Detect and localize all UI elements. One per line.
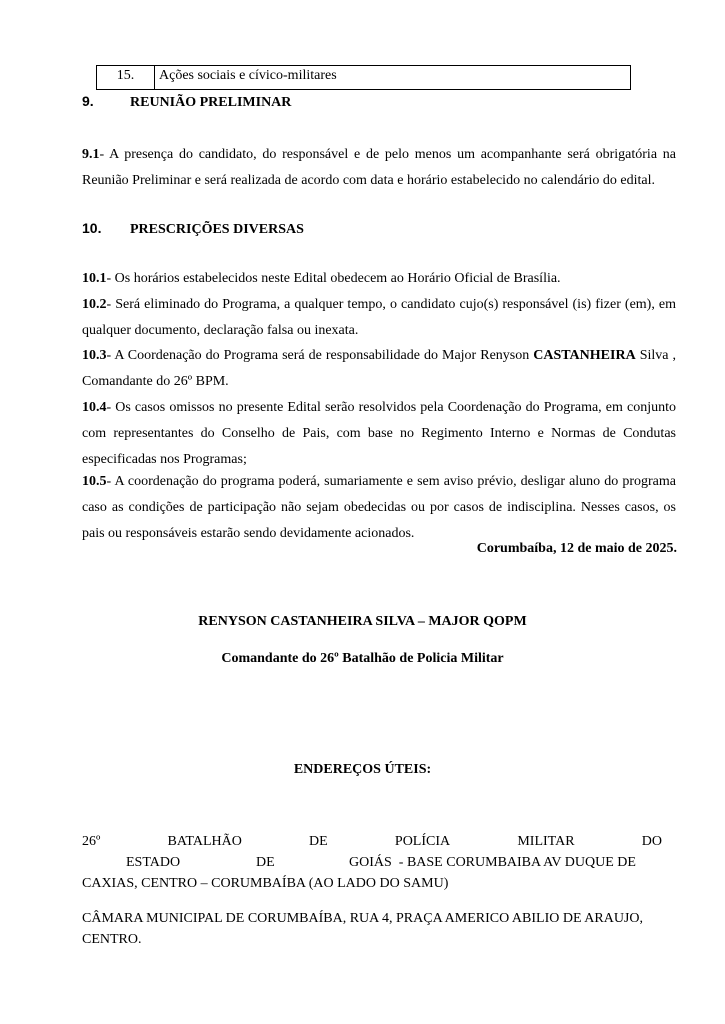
paragraph-10-3-text-a: - A Coordenação do Programa será de responsabilidade do Major Renyson: [106, 348, 534, 363]
section-10-heading: [82, 220, 304, 238]
address-1-line-3: CAXIAS, CENTRO – CORUMBAÍBA (AO LADO DO SAMU): [82, 876, 449, 891]
address-word: ESTADO: [126, 855, 181, 870]
address-2-line-2: CENTRO.: [82, 932, 142, 947]
paragraph-10-4-text: - Os casos omissos no presente Edital serão resolvidos pela Coordenação do Programa, em conjunto com representantes do Conselho de Pais, com base no Regimento Interno e Normas de Condutas especificadas nos Programas;: [82, 400, 676, 467]
paragraph-9-1-number: 9.1: [82, 147, 100, 162]
paragraph-10-4: [82, 395, 676, 473]
table-row: [96, 65, 631, 90]
paragraph-10-1: [82, 266, 676, 292]
table-cell-text: Ações sociais e cívico-militares: [159, 68, 337, 83]
signature-role: Comandante do 26º Batalhão de Policia Militar: [221, 651, 504, 666]
paragraph-10-3-bold-name: CASTANHEIRA: [533, 348, 636, 363]
section-10-title: PRESCRIÇÕES DIVERSAS: [130, 222, 304, 237]
date-line: Corumbaíba, 12 de maio de 2025.: [476, 541, 677, 556]
addresses-title: ENDEREÇOS ÚTEIS:: [293, 762, 432, 777]
address-1: [82, 831, 662, 894]
paragraph-10-5-text: - A coordenação do programa poderá, sumariamente e sem aviso prévio, desligar aluno do programa caso as condições de participação não sejam obedecidas ou por casos de indisciplina. Nesses casos, os pais ou responsáveis estarão sendo devidamente acionados.: [82, 474, 676, 541]
address-2: [82, 908, 682, 950]
section-9-title: REUNIÃO PRELIMINAR: [130, 95, 292, 110]
address-1-line-1: [82, 831, 662, 852]
paragraph-10-1-text: - Os horários estabelecidos neste Edital obedecem ao Horário Oficial de Brasília.: [106, 271, 561, 286]
paragraph-10-3-text-b: Silva , Comandante do 26º BPM.: [82, 348, 677, 389]
address-2-line-1: CÂMARA MUNICIPAL DE CORUMBAÍBA, RUA 4, PRAÇA AMERICO ABILIO DE ARAUJO,: [82, 911, 643, 926]
paragraph-10-1-number: 10.1: [82, 271, 107, 286]
table-cell-number: 15.: [97, 66, 155, 89]
section-10-number: 10.: [82, 220, 102, 236]
section-9-heading: [82, 93, 291, 111]
paragraph-10-3-number: 10.3: [82, 348, 107, 363]
paragraph-9-1-text: - A presença do candidato, do responsável e de pelo menos um acompanhante será obrigatória na Reunião Preliminar e será realizada de acordo com data e horário estabelecido no calendário do edital.: [82, 147, 676, 188]
paragraph-10-2-number: 10.2: [82, 297, 107, 312]
paragraph-10-2-text: - Será eliminado do Programa, a qualquer tempo, o candidato cujo(s) responsável (is) fizer (em), em qualquer documento, declaração falsa ou inexata.: [82, 297, 676, 338]
address-word: POLÍCIA: [394, 834, 451, 849]
address-word: BATALHÃO: [167, 834, 242, 849]
address-word: DE: [256, 855, 275, 870]
address-1-line-2: [82, 852, 662, 873]
signature-name: RENYSON CASTANHEIRA SILVA – MAJOR QOPM: [198, 614, 527, 629]
paragraph-10-5: [82, 469, 676, 547]
paragraph-10-3: [82, 343, 676, 395]
paragraph-9-1: [82, 142, 676, 194]
address-word: DO: [641, 834, 662, 849]
address-word: DE: [309, 834, 328, 849]
section-9-number: 9.: [82, 93, 94, 109]
paragraph-10-5-number: 10.5: [82, 474, 107, 489]
address-word: GOIÁS - BASE CORUMBAIBA AV DUQUE DE: [349, 855, 636, 870]
paragraph-10-4-number: 10.4: [82, 400, 107, 415]
paragraph-10-2: [82, 292, 676, 344]
address-word: 26º: [82, 834, 101, 849]
address-word: MILITAR: [517, 834, 575, 849]
